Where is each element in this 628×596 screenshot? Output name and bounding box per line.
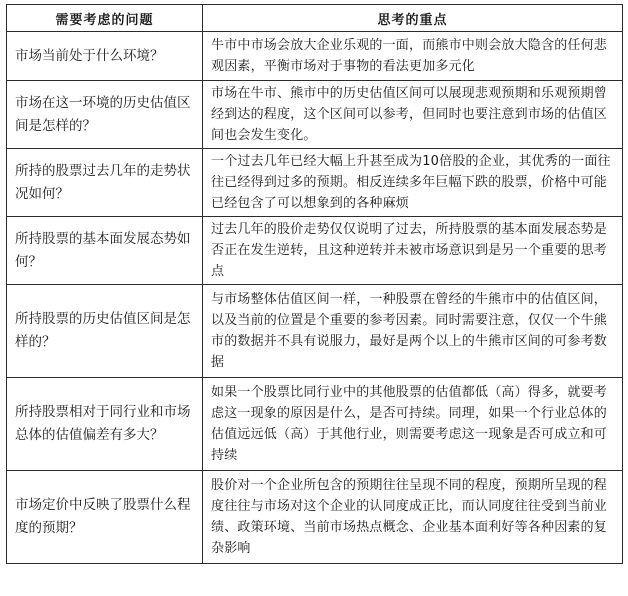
table-row bbox=[7, 149, 623, 217]
focus-cell: 市场在牛市、熊市中的历史估值区间可以展现悲观预期和乐观预期曾经到达的程度，这个区间可以参考，但同时也要注意到市场的估值区间也会发生变化。 bbox=[203, 81, 623, 149]
focus-cell: 过去几年的股价走势仅仅说明了过去，所持股票的基本面发展态势是否正在发生逆转，且这种逆转并未被市场意识到是另一个重要的思考点 bbox=[203, 217, 623, 285]
question-cell: 所持的股票过去几年的走势状况如何？ bbox=[7, 149, 203, 217]
question-cell: 市场在这一环境的历史估值区间是怎样的？ bbox=[7, 81, 203, 149]
column-header-focus: 思考的重点 bbox=[203, 5, 623, 32]
focus-cell: 与市场整体估值区间一样，一种股票在曾经的牛熊市中的估值区间，以及当前的位置是个重要的参考因素。同时需要注意，仅仅一个牛熊市的数据并不具有说服力，最好是两个以上的牛熊市区间的可参考数据 bbox=[203, 285, 623, 378]
considerations-table-wrapper bbox=[6, 4, 622, 592]
table-row bbox=[7, 217, 623, 285]
column-header-question: 需要考虑的问题 bbox=[7, 5, 203, 32]
question-cell: 所持股票的基本面发展态势如何？ bbox=[7, 217, 203, 285]
question-cell: 所持股票的历史估值区间是怎样的？ bbox=[7, 285, 203, 378]
question-cell: 市场定价中反映了股票什么程度的预期？ bbox=[7, 471, 203, 564]
table-row bbox=[7, 285, 623, 378]
focus-cell: 一个过去几年已经大幅上升甚至成为10倍股的企业，其优秀的一面往往已经得到过多的预期。相反连续多年巨幅下跌的股票，价格中可能已经包含了可以想象到的各种麻烦 bbox=[203, 149, 623, 217]
focus-cell: 如果一个股票比同行业中的其他股票的估值都低（高）得多，就要考虑这一现象的原因是什么，是否可持续。同理，如果一个行业总体的估值远远低（高）于其他行业，则需要考虑这一现象是否可成立和可持续 bbox=[203, 378, 623, 471]
question-cell: 市场当前处于什么环境？ bbox=[7, 32, 203, 81]
table-row bbox=[7, 32, 623, 81]
table-row bbox=[7, 81, 623, 149]
focus-cell: 股价对一个企业所包含的预期往往呈现不同的程度，预期所呈现的程度往往与市场对这个企业的认同度成正比，而认同度往往受到当前业绩、政策环境、当前市场热点概念、企业基本面利好等各种因素的复杂影响 bbox=[203, 471, 623, 564]
focus-cell: 牛市中市场会放大企业乐观的一面，而熊市中则会放大隐含的任何悲观因素，平衡市场对于事物的看法更加多元化 bbox=[203, 32, 623, 81]
table-row bbox=[7, 378, 623, 471]
table-row bbox=[7, 471, 623, 564]
table-header-row bbox=[7, 5, 623, 32]
question-cell: 所持股票相对于同行业和市场总体的估值偏差有多大？ bbox=[7, 378, 203, 471]
considerations-table bbox=[6, 4, 623, 564]
